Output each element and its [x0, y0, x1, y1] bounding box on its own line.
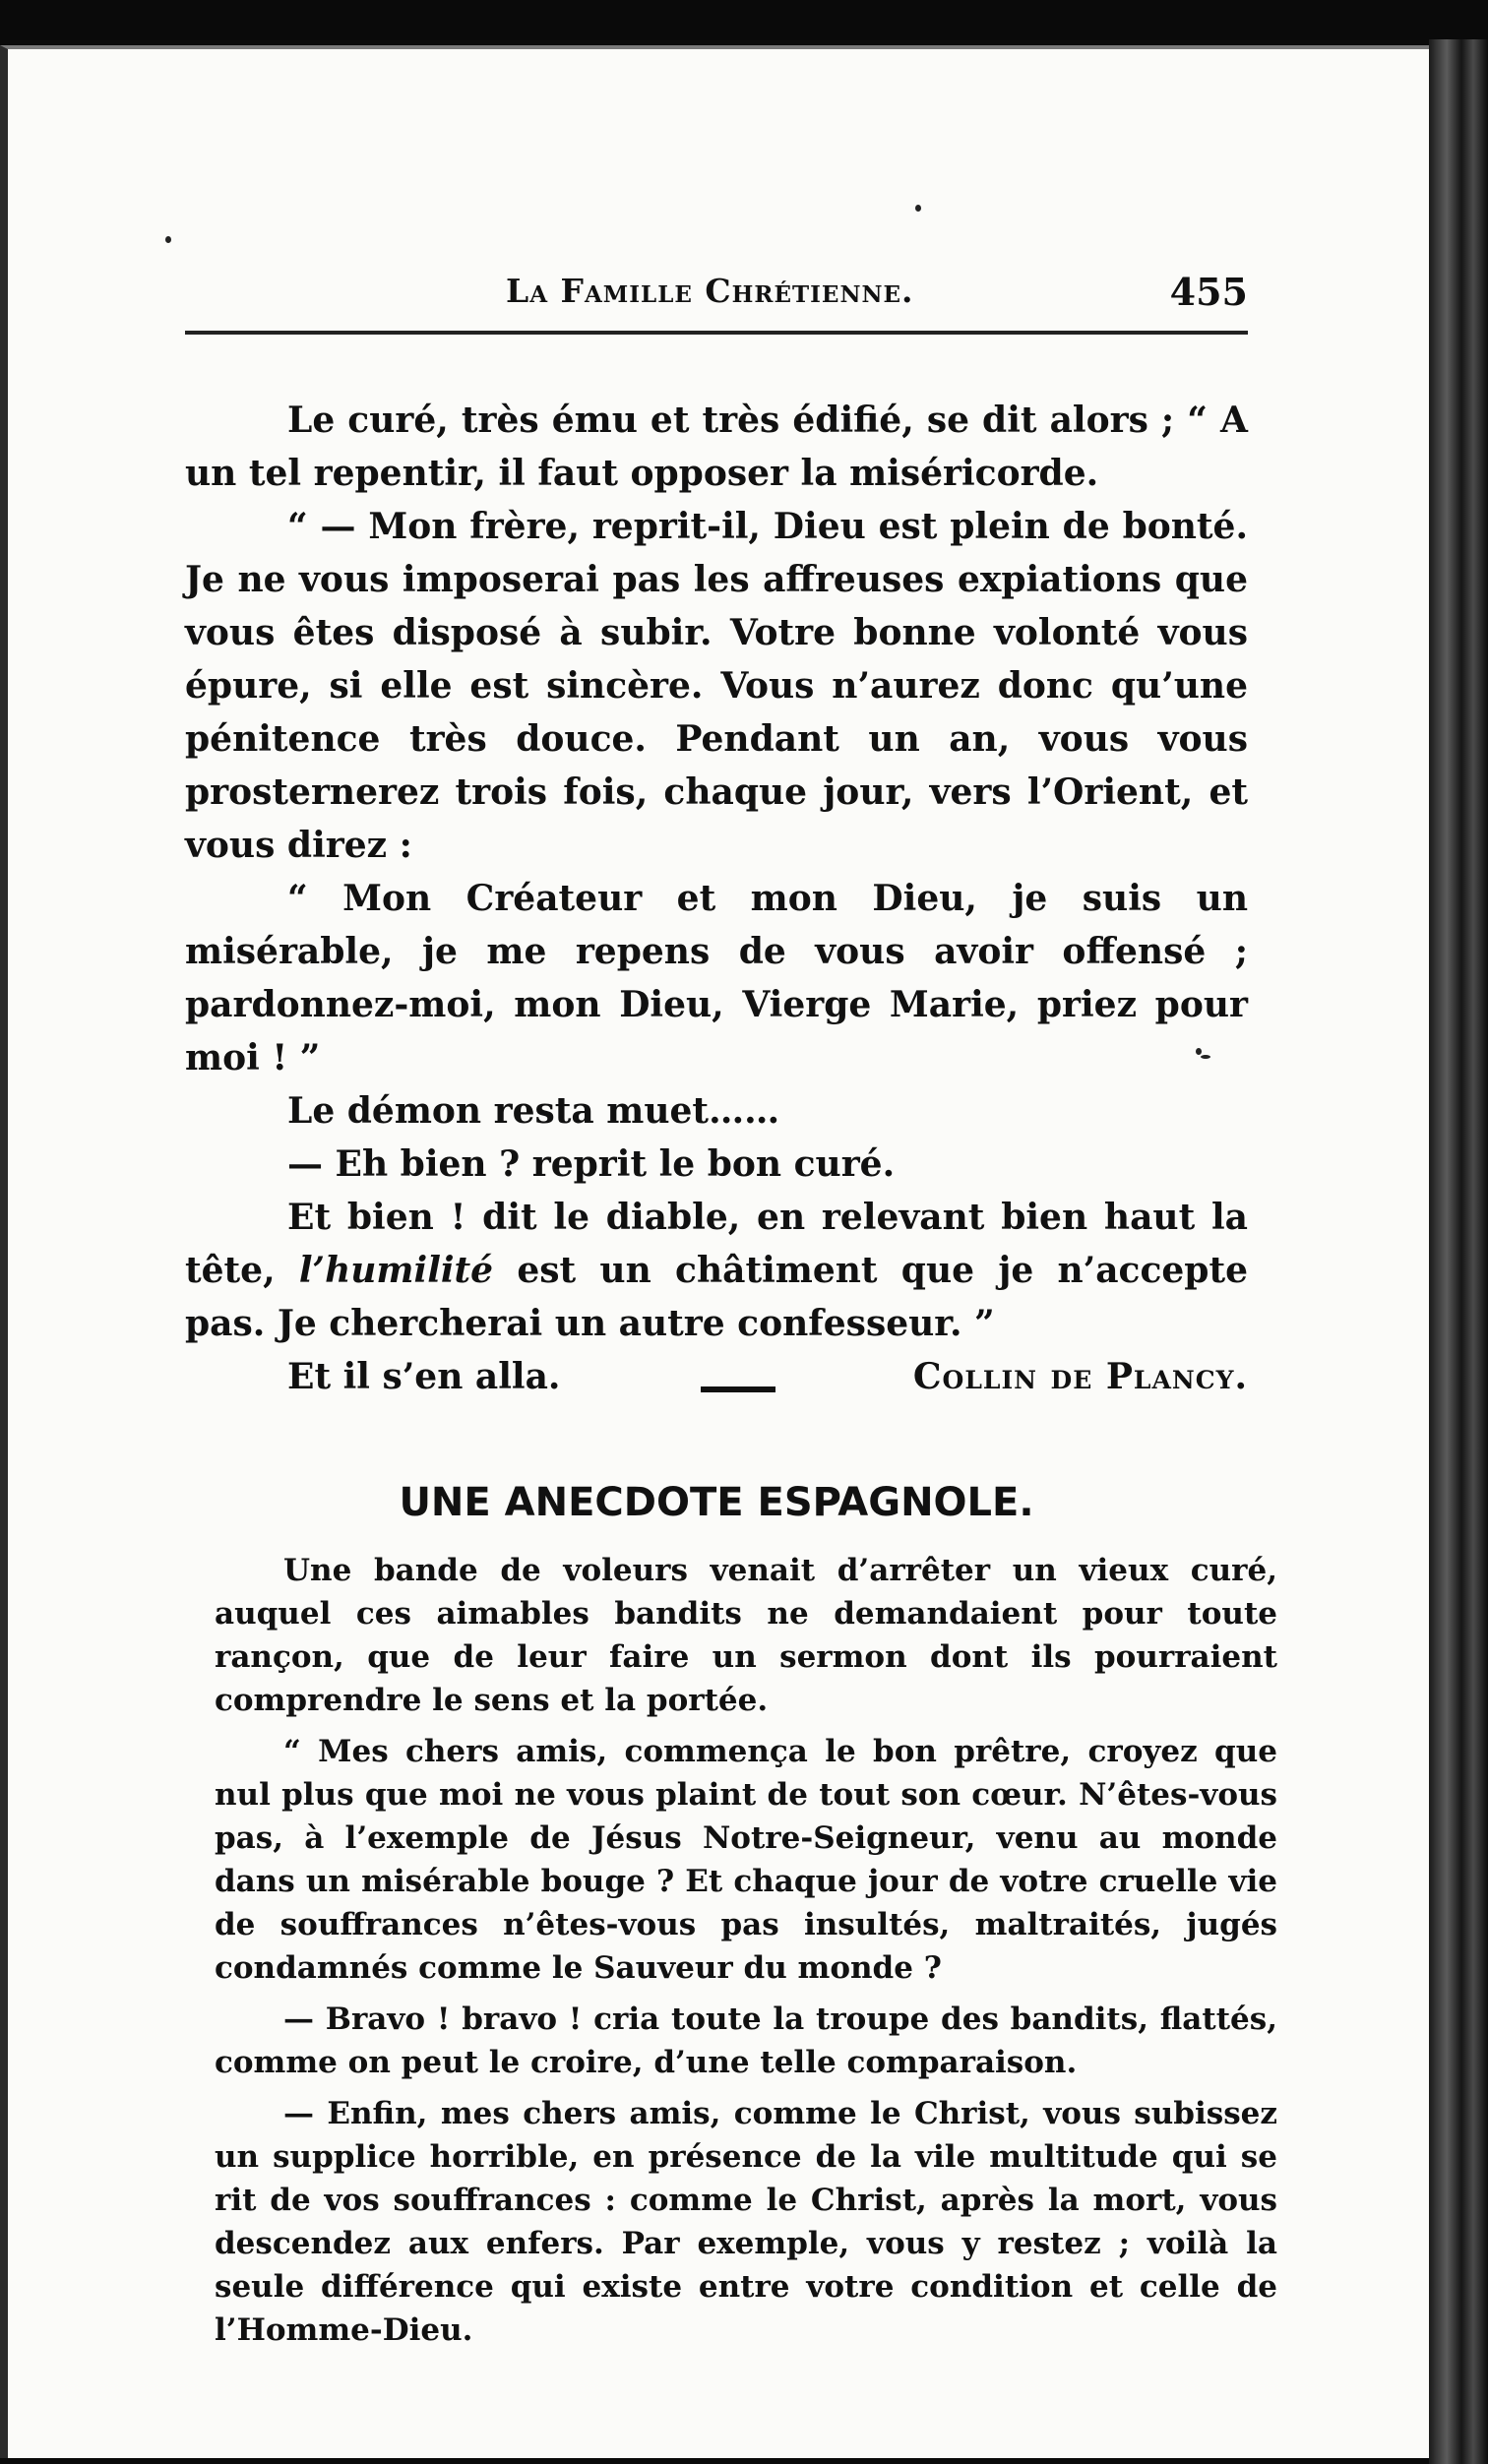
page-header	[185, 260, 1248, 319]
section-separator	[701, 1386, 775, 1392]
paragraph: “ Mes chers amis, commença le bon prêtre, croyez que nul plus que moi ne vous plaint de tout son cœur. N’êtes-vous pas, à l’exemple de Jésus Notre-Seigneur, venu au monde dans un misérable bouge ? Et chaque jour de votre cruelle vie de souffrances n’êtes-vous pas insultés, maltraités, jugés condamnés comme le Sauveur du monde ?	[215, 1734, 1277, 1986]
paragraph: — Eh bien ? reprit le bon curé.	[287, 1143, 896, 1185]
book-page	[0, 45, 1429, 2458]
paragraph: “ — Mon frère, reprit-il, Dieu est plein de bonté. Je ne vous imposerai pas les affreuses expiations que vous êtes disposé à subir. Votre bonne volonté vous épure, si elle est sincère. Vous n’aurez donc qu’une pénitence très douce. Pendant un an, vous vous prosternerez trois fois, chaque jour, vers l’Orient, et vous direz :	[185, 506, 1248, 866]
header-rule	[185, 331, 1248, 335]
closing-sentence: Et il s’en alla.	[287, 1356, 561, 1397]
ink-speck	[165, 236, 171, 243]
closing-line	[185, 1350, 1248, 1403]
page-number: 455	[1169, 270, 1248, 314]
paragraph: — Enfin, mes chers amis, comme le Christ, vous subissez un supplice horrible, en présence de la vile multitude qui se rit de vos souffrances : comme le Christ, après la mort, vous descendez aux enfers. Par exemple, vous y restez ; voilà la seule différence qui existe entre votre condition et celle de l’Homme-Dieu.	[215, 2096, 1277, 2348]
ink-speck	[915, 205, 921, 212]
paragraph	[185, 1191, 1248, 1350]
italic-word: l’humilité	[298, 1250, 494, 1291]
section-title: UNE ANECDOTE ESPAGNOLE.	[399, 1480, 1034, 1525]
paragraph-text: est un châtiment que je n’accepte pas. Je chercherai un autre confesseur. ”	[185, 1250, 1248, 1344]
anecdote-text	[215, 1549, 1277, 2360]
paragraph: Le démon resta muet……	[287, 1090, 780, 1132]
author-signature: Collin de Plancy.	[912, 1356, 1248, 1397]
book-binding-edge	[1429, 39, 1488, 2464]
running-title: La Famille Chrétienne.	[506, 272, 914, 310]
paragraph: “ Mon Créateur et mon Dieu, je suis un misérable, je me repens de vous avoir offensé ; pardonnez-moi, mon Dieu, Vierge Marie, priez pour moi ! ”	[185, 878, 1248, 1078]
paragraph-text: Et bien ! dit le diable, en relevant bien haut la tête,	[185, 1197, 1248, 1291]
paragraph: Le curé, très ému et très édifié, se dit alors ; “ A un tel repentir, il faut opposer la miséricorde.	[185, 400, 1248, 494]
paragraph: — Bravo ! bravo ! cria toute la troupe des bandits, flattés, comme on peut le croire, d’une telle comparaison.	[215, 2002, 1277, 2080]
body-text	[185, 394, 1248, 1403]
paragraph: Une bande de voleurs venait d’arrêter un vieux curé, auquel ces aimables bandits ne demandaient pour toute rançon, que de leur faire un sermon dont ils pourraient comprendre le sens et la portée.	[215, 1553, 1277, 1718]
